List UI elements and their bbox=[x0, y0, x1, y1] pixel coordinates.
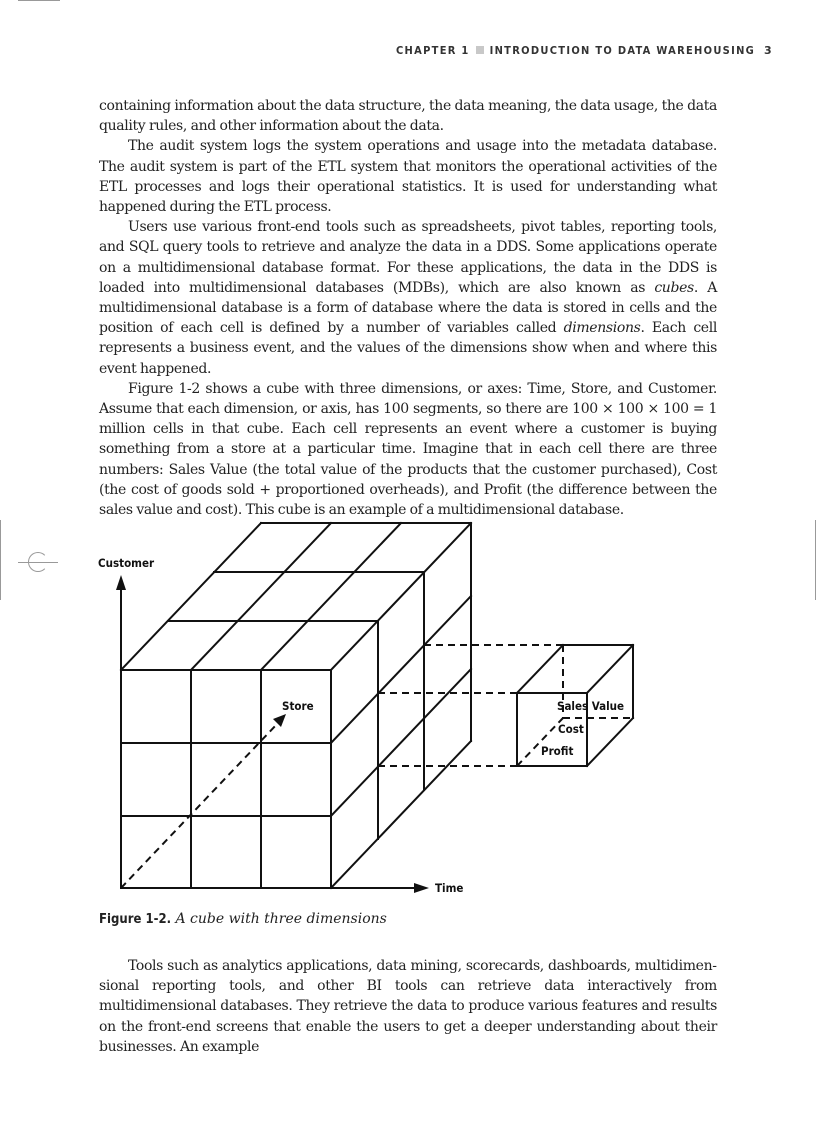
text-run: Users use various front-end tools such as spreadsheets, pivot tables, reporting tools, and SQL query tools to retrieve and analyze the data in a DDS. Some applications operate on a multidimensional database format. For these applications, the data in the DDS is loaded into multidimensional databases (MDBs), which are also known as bbox=[99, 219, 717, 296]
cube-diagram bbox=[92, 518, 652, 898]
italic-term: dimensions bbox=[563, 320, 641, 337]
cost-label: Cost bbox=[558, 722, 584, 736]
body-text-top bbox=[99, 96, 717, 520]
figure-caption bbox=[99, 911, 387, 927]
italic-term: cubes bbox=[654, 279, 694, 296]
text-run: . Each cell represents a business event, and the values of the dimensions show when and where this event happened. bbox=[99, 320, 717, 377]
text-run: . A multidimensional database is a form of database where the data is stored in cells and the position of each cell is defined by a number of variables called bbox=[99, 279, 717, 337]
time-axis bbox=[121, 883, 429, 893]
store-axis-label: Store bbox=[282, 699, 314, 713]
profit-label: Profit bbox=[541, 744, 574, 758]
cube-top-face bbox=[121, 523, 471, 670]
running-header bbox=[396, 44, 755, 57]
text-run: Figure 1-2 shows a cube with three dimensions, or axes: Time, Store, and Customer. Assume that each dimension, or axis, has 100 segments, so there are 100 × 100 × 100 = 1 million cells in that cube. Each cell represents an event where a customer is buying something from a store at a particular time. Imagine that in each cell there are three numbers: Sales Value (the total value of the products that the customer purchased), Cost (the cost of goods sold + proportioned overheads), and Profit (the difference between the sales value and cost). This cube is an example of a multidimensional database. bbox=[99, 380, 717, 519]
paragraph bbox=[99, 136, 717, 217]
paragraph bbox=[99, 217, 717, 379]
crop-mark bbox=[18, 0, 60, 1]
page-number: 3 bbox=[764, 44, 772, 57]
body-text-bottom bbox=[99, 956, 717, 1057]
customer-axis-label: Customer bbox=[98, 556, 155, 570]
cube-right-face bbox=[331, 523, 471, 888]
text-run: The audit system logs the system operations and usage into the metadata database. The audit system is part of the ETL system that monitors the operational activities of the ETL processes and logs their operational statistics. It is used for understanding what happened during the ETL process. bbox=[99, 138, 717, 216]
text-run: containing information about the data structure, the data meaning, the data usage, the data quality rules, and other information about the data. bbox=[99, 98, 717, 135]
paragraph bbox=[99, 96, 717, 136]
text-run: Tools such as analytics applications, data mining, scorecards, dashboards, multidimensional reporting tools, and other BI tools can retrieve data interactively from multidimensional databases. They retrieve the data to produce various features and results on the front-end screens that enable the users to get a deeper understanding about their businesses. An example bbox=[99, 958, 717, 1055]
paragraph bbox=[99, 379, 717, 520]
cube-figure bbox=[92, 518, 652, 898]
figure-caption-label: Figure 1-2. bbox=[99, 912, 172, 927]
time-axis-label: Time bbox=[435, 881, 464, 895]
chapter-title: INTRODUCTION TO DATA WAREHOUSING bbox=[489, 44, 756, 57]
registration-mark bbox=[0, 520, 1, 600]
customer-axis bbox=[116, 575, 126, 888]
paragraph bbox=[99, 956, 717, 1057]
chapter-number: CHAPTER 1 bbox=[396, 44, 470, 57]
figure-caption-text: A cube with three dimensions bbox=[175, 911, 387, 927]
registration-circle bbox=[28, 552, 48, 572]
separator-square-icon bbox=[476, 46, 484, 54]
sales-value-label: Sales Value bbox=[557, 699, 625, 713]
